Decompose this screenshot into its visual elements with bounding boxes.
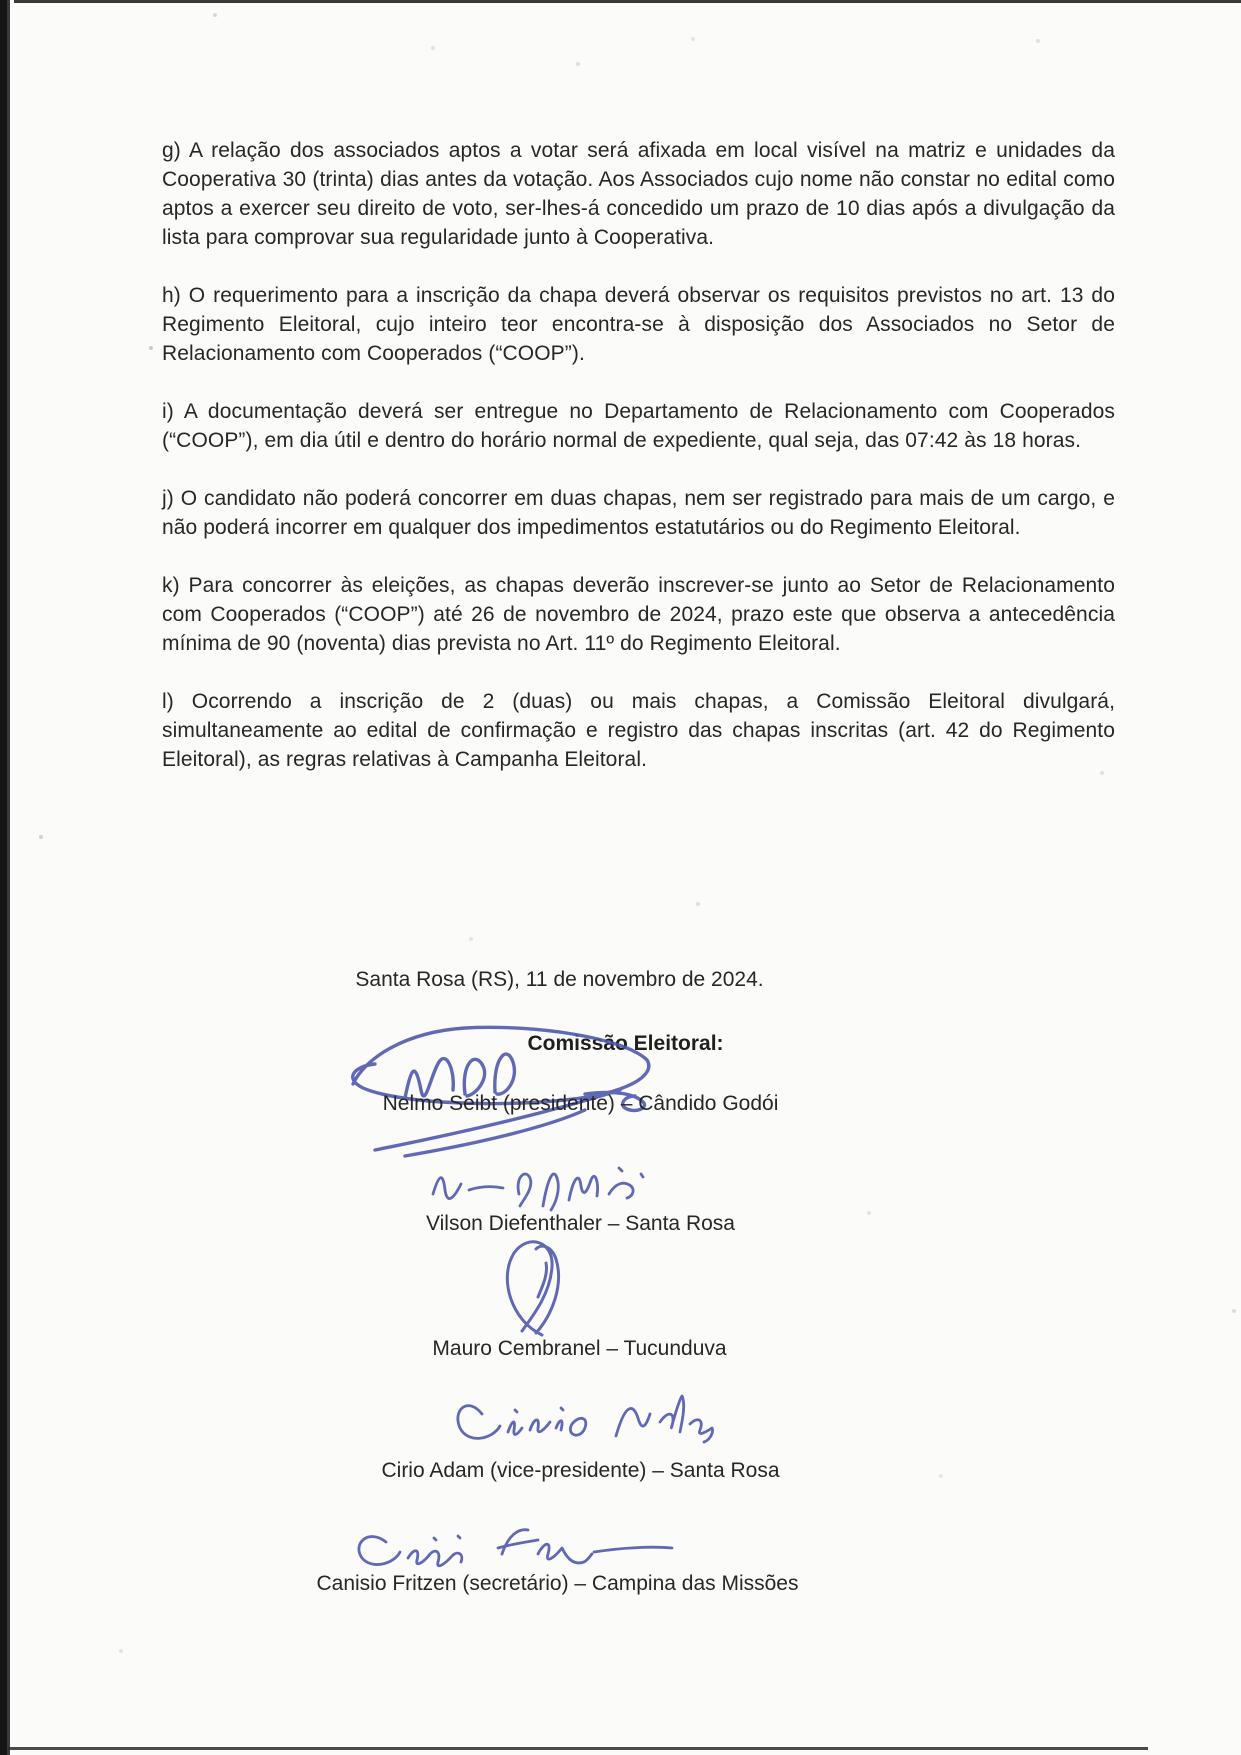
paragraph-k: k) Para concorrer às eleições, as chapas deverão inscrever-se junto ao Setor de Relacionamento com Cooperados (“COOP”) até 26 de novembro de 2024, prazo este que observa a antecedência mínima de 90 (noventa) dias prevista no Art. 11º do Regimento Eleitoral. bbox=[162, 574, 1115, 655]
document-body bbox=[162, 136, 1115, 803]
committee-heading: Comissão Eleitoral: bbox=[527, 1032, 724, 1055]
dateline: Santa Rosa (RS), 11 de novembro de 2024. bbox=[355, 968, 764, 991]
paragraph-h: h) O requerimento para a inscrição da chapa deverá observar os requisitos previstos no art. 13 do Regimento Eleitoral, cujo inteiro teor encontra-se à disposição dos Associados no Setor de Relacionamento com Cooperados (“COOP”). bbox=[162, 284, 1115, 365]
mauro-cembranel-signature bbox=[492, 1233, 580, 1341]
signatory-name-line: Cirio Adam (vice-presidente) – Santa Rosa bbox=[381, 1459, 780, 1482]
scan-edge-left bbox=[0, 0, 10, 1755]
signatory-name-line: Canisio Fritzen (secretário) – Campina das Missões bbox=[316, 1572, 799, 1595]
scan-edge-bottom bbox=[8, 1747, 1148, 1750]
cirio-adam-signature bbox=[448, 1388, 716, 1460]
nelmo-seibt-signature bbox=[335, 998, 680, 1158]
scan-edge-top bbox=[14, 0, 1241, 3]
scan-noise-specks bbox=[0, 0, 2, 2]
paragraph-l: l) Ocorrendo a inscrição de 2 (duas) ou mais chapas, a Comissão Eleitoral divulgará, simultaneamente ao edital de confirmação e registro das chapas inscritas (art. 42 do Regimento Eleitoral), as regras relativas à Campanha Eleitoral. bbox=[162, 690, 1115, 771]
paragraph-i: i) A documentação deverá ser entregue no Departamento de Relacionamento com Cooperados (“COOP”), em dia útil e dentro do horário normal de expediente, qual seja, das 07:42 às 18 horas. bbox=[162, 400, 1115, 452]
paragraph-g: g) A relação dos associados aptos a votar será afixada em local visível na matriz e unidades da Cooperativa 30 (trinta) dias antes da votação. Aos Associados cujo nome não constar no edital como aptos a exercer seu direito de voto, ser-lhes-á concedido um prazo de 10 dias após a divulgação da lista para comprovar sua regularidade junto à Cooperativa. bbox=[162, 139, 1115, 249]
signatory-name-line: Nelmo Seibt (presidente) – Cândido Godói bbox=[382, 1092, 779, 1115]
signatory-name-line: Mauro Cembranel – Tucunduva bbox=[432, 1337, 727, 1360]
paragraph-j: j) O candidato não poderá concorrer em duas chapas, nem ser registrado para mais de um cargo, e não poderá incorrer em qualquer dos impedimentos estatutários ou do Regimento Eleitoral. bbox=[162, 487, 1115, 539]
signatory-name-line: Vilson Diefenthaler – Santa Rosa bbox=[426, 1212, 735, 1235]
